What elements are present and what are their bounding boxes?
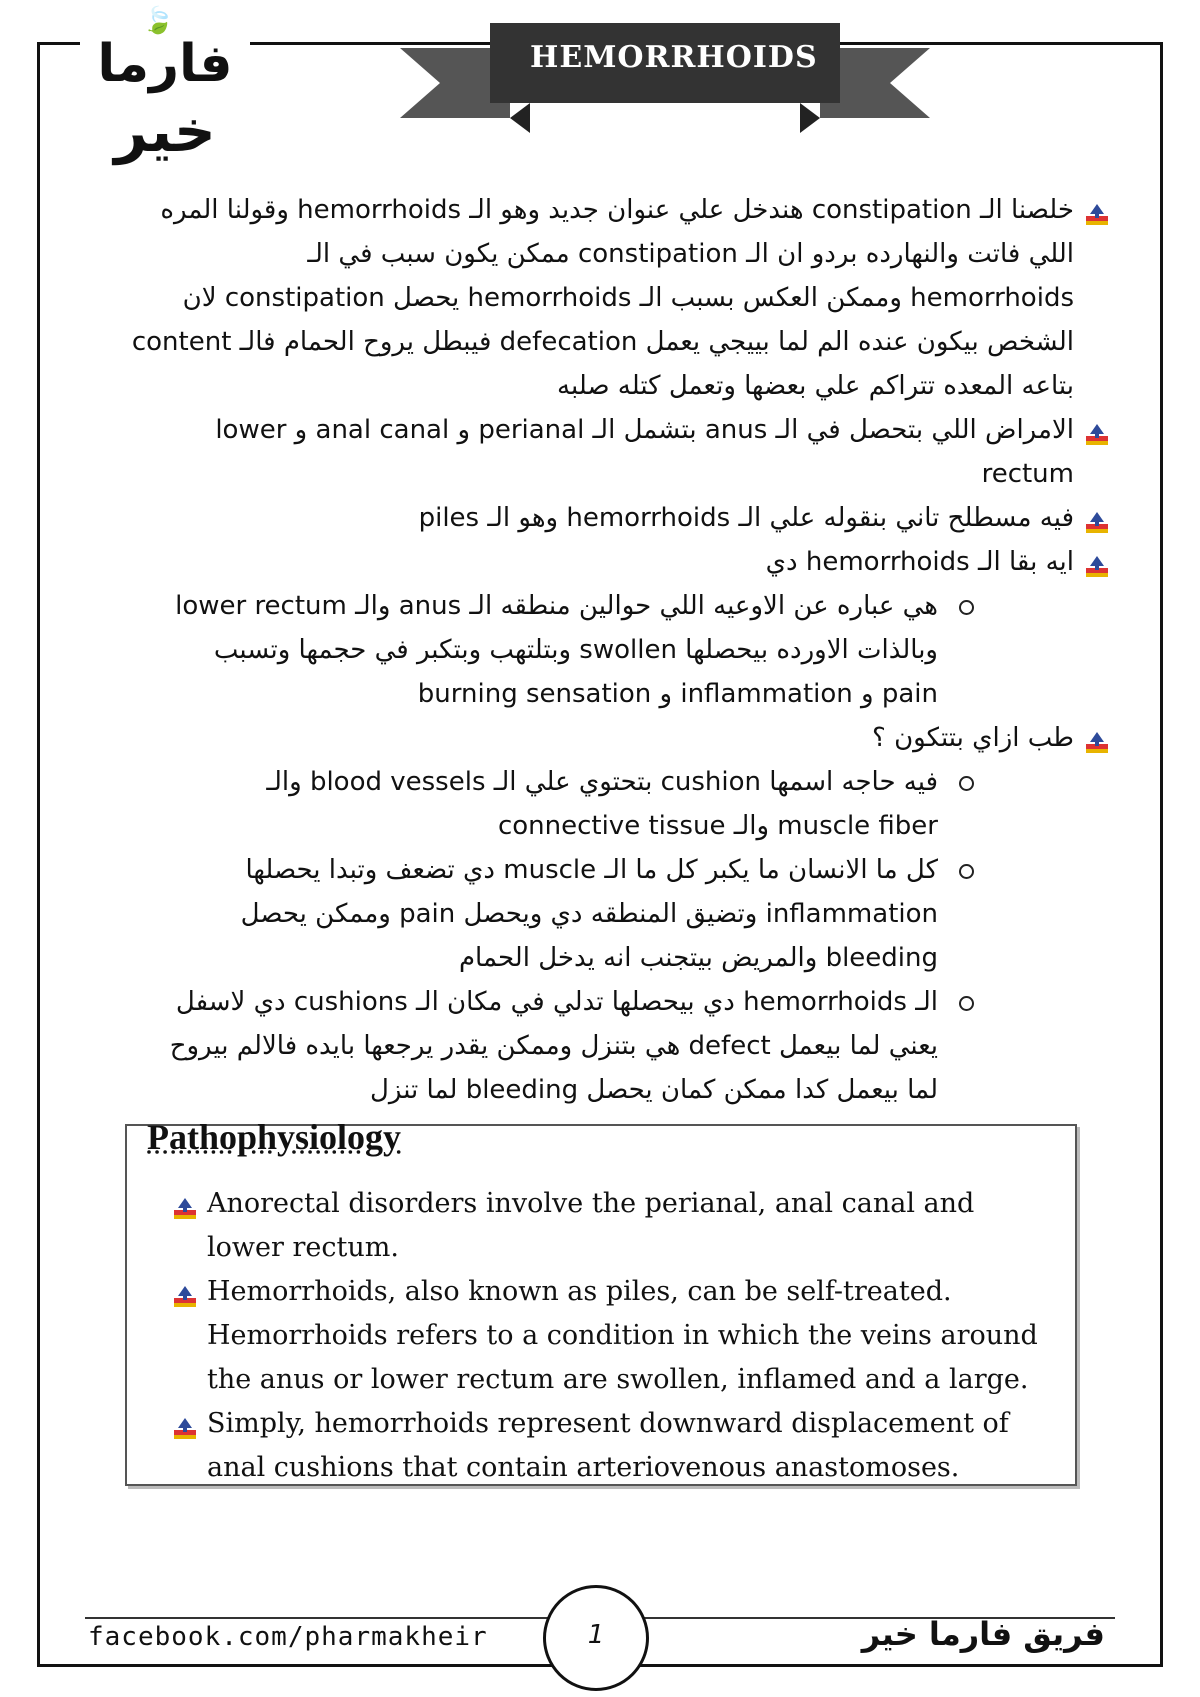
bullet-line: فيه حاجه اسمها cushion بتحتوي علي الـ blood vessels والـ [266, 767, 938, 797]
bullet-line: muscle fiber والـ connective tissue [497, 811, 938, 841]
page-number: 1 [543, 1585, 649, 1691]
bullet-line: لما بيعمل كدا ممكن كمان يحصل bleeding لما تنزل [369, 1075, 938, 1105]
bullet-line: يعني لما بيعمل defect هي بتنزل وممكن يقدر يرجعها بايده فالالم بيروح [169, 1031, 938, 1061]
sub-bullet-item [130, 980, 974, 1112]
arabic-notes [130, 188, 1110, 1112]
bullet-arrow-icon [172, 1280, 198, 1304]
item-line: Hemorrhoids, also known as piles, can be self-treated. [207, 1276, 952, 1307]
team-name: فريق فارما خير [861, 1615, 1105, 1653]
leaf-icon: 🍃 [142, 6, 175, 36]
item-line: Simply, hemorrhoids represent downward displacement of [207, 1408, 1009, 1439]
item-line: Anorectal disorders involve the perianal, anal canal and [207, 1188, 975, 1219]
bullet-arrow-icon [1084, 198, 1110, 222]
pathophysiology-item [172, 1402, 1052, 1490]
bullet-item [130, 540, 1110, 584]
bullet-item [130, 496, 1110, 540]
bullet-item [130, 716, 1110, 760]
bullet-line: اللي فاتت والنهارده بردو ان الـ constipation ممكن يكون سبب في الـ [307, 239, 1074, 269]
sub-bullet-item [130, 584, 974, 716]
bullet-line: bleeding والمريض بيتجنب انه يدخل الحمام [458, 943, 938, 973]
circle-bullet-icon [959, 776, 974, 791]
bullet-arrow-icon [1084, 550, 1110, 574]
item-line: the anus or lower rectum are swollen, inflamed and a large. [207, 1364, 1029, 1395]
bullet-line: كل ما الانسان ما يكبر كل ما الـ muscle دي تضعف وتبدا يحصلها [245, 855, 938, 885]
bullet-line: inflammation وتضيق المنطقه دي ويحصل pain وممكن يحصل [240, 899, 938, 929]
bullet-item [130, 188, 1110, 408]
pathophysiology-heading: Pathophysiology [147, 1117, 402, 1157]
bullet-arrow-icon [172, 1192, 198, 1216]
pathophysiology-item [172, 1270, 1052, 1402]
bullet-line: هي عباره عن الاوعيه اللي حوالين منطقه الـ anus والـ lower rectum [175, 591, 938, 621]
circle-bullet-icon [959, 996, 974, 1011]
bullet-line: طب ازاي بتتكون ؟ [872, 723, 1074, 753]
bullet-item [130, 408, 1110, 496]
circle-bullet-icon [959, 600, 974, 615]
bullet-line: الامراض اللي بتحصل في الـ anus بتشمل الـ perianal و anal canal و lower [215, 415, 1074, 445]
item-line: lower rectum. [207, 1232, 399, 1263]
bullet-arrow-icon [1084, 726, 1110, 750]
bullet-arrow-icon [1084, 506, 1110, 530]
bullet-arrow-icon [172, 1412, 198, 1436]
pathophysiology-item [172, 1182, 1052, 1270]
bullet-line: فيه مسطلح تاني بنقوله علي الـ hemorrhoids وهو الـ piles [418, 503, 1074, 533]
logo-line1: فارما [97, 34, 233, 94]
bullet-line: وبالذات الاورده بيحصلها swollen وبتلتهب وبتكبر في حجمها وتسبب [213, 635, 938, 665]
bullet-line: hemorrhoids وممكن العكس بسبب الـ hemorrhoids يحصل constipation لان [182, 283, 1074, 313]
circle-bullet-icon [959, 864, 974, 879]
title-ribbon [380, 8, 950, 148]
bullet-line: pain و inflammation و burning sensation [417, 679, 938, 709]
bullet-arrow-icon [1084, 418, 1110, 442]
pathophysiology-list [172, 1182, 1052, 1490]
sub-bullet-item [130, 760, 974, 848]
facebook-link[interactable]: facebook.com/pharmakheir [88, 1622, 488, 1652]
bullet-line: الشخص بيكون عنده الم لما بييجي يعمل defecation فيبطل يروح الحمام فالـ content [131, 327, 1074, 357]
pathophysiology-box [125, 1117, 1077, 1486]
bullet-line: خلصنا الـ constipation هندخل علي عنوان جديد وهو الـ hemorrhoids وقولنا المره [160, 195, 1074, 225]
logo-line2: خير [114, 97, 216, 165]
page-title: HEMORRHOIDS [530, 40, 818, 75]
bullet-line: بتاعه المعده تتراكم علي بعضها وتعمل كتله صلبه [557, 371, 1074, 401]
logo [80, 4, 250, 172]
bullet-line: ايه بقا الـ hemorrhoids دي [765, 547, 1074, 577]
bullet-line: rectum [981, 459, 1074, 489]
item-line: Hemorrhoids refers to a condition in which the veins around [207, 1320, 1038, 1351]
item-line: anal cushions that contain arteriovenous anastomoses. [207, 1452, 960, 1483]
sub-bullet-item [130, 848, 974, 980]
bullet-line: الـ hemorrhoids دي بيحصلها تدلي في مكان الـ cushions دي لاسفل [175, 987, 938, 1017]
